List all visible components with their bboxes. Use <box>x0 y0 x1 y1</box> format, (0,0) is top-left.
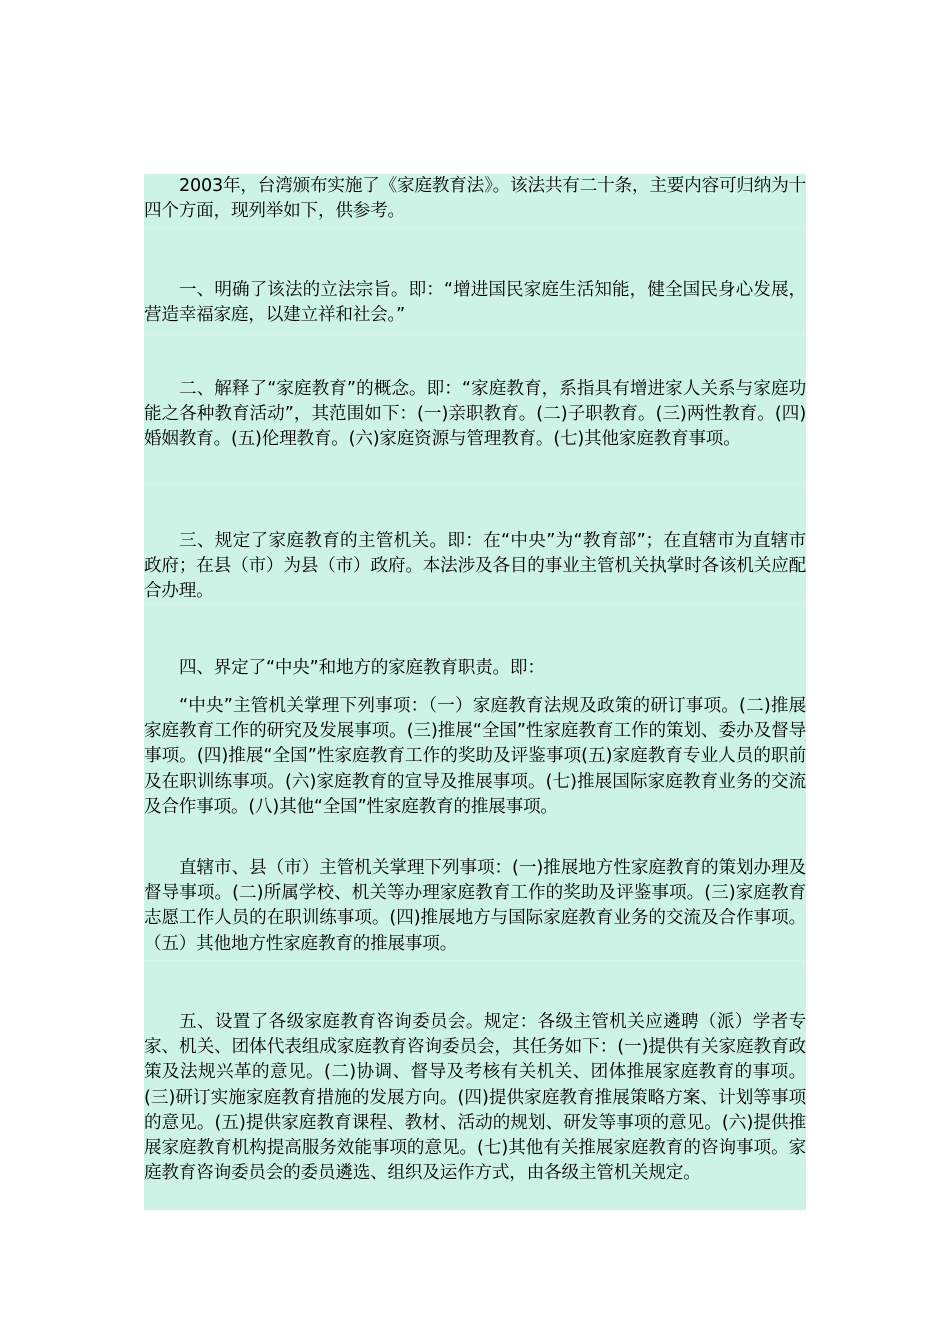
paragraph-intro: 2003年，台湾颁布实施了《家庭教育法》。该法共有二十条，主要内容可归纳为十四个方面，现列举如下，供参考。 <box>144 176 806 222</box>
paragraph-local-duties: 直辖市、县（市）主管机关掌理下列事项：(一)推展地方性家庭教育的策划办理及督导事项。(二)所属学校、机关等办理家庭教育工作的奖助及评鉴事项。(三)家庭教育志愿工作人员的在职训练事项。(四)推展地方与国际家庭教育业务的交流及合作事项。（五）其他地方性家庭教育的推展事项。 <box>144 858 806 954</box>
paragraph-section-3: 三、规定了家庭教育的主管机关。即：在“中央”为“教育部”；在直辖市为直辖市政府；在县（市）为县（市）政府。本法涉及各目的事业主管机关执掌时各该机关应配合办理。 <box>144 531 806 602</box>
paragraph-section-5: 五、设置了各级家庭教育咨询委员会。规定：各级主管机关应遴聘（派）学者专家、机关、团体代表组成家庭教育咨询委员会，其任务如下：(一)提供有关家庭教育政策及法规兴革的意见。(二)协调、督导及考核有关机关、团体推展家庭教育的事项。(三)研订实施家庭教育措施的发展方向。(四)提供家庭教育推展策略方案、计划等事项的意见。(五)提供家庭教育课程、教材、活动的规划、研发等事项的意见。(六)提供推展家庭教育机构提高服务效能事项的意见。(七)其他有关推展家庭教育的咨询事项。家庭教育咨询委员会的委员遴选、组织及运作方式，由各级主管机关规定。 <box>144 1012 806 1184</box>
highlighted-text-block <box>144 174 806 1210</box>
divider <box>144 228 806 229</box>
paragraph-central-duties: “中央”主管机关掌理下列事项：（一）家庭教育法规及政策的研订事项。(二)推展家庭教育工作的研究及发展事项。(三)推展“全国”性家庭教育工作的策划、委办及督导事项。(四)推展“全国”性家庭教育工作的奖助及评鉴事项(五)家庭教育专业人员的职前及在职训练事项。(六)家庭教育的宣导及推展事项。(七)推展国际家庭教育业务的交流及合作事项。(八)其他“全国”性家庭教育的推展事项。 <box>144 696 806 817</box>
paragraph-section-4: 四、界定了“中央”和地方的家庭教育职责。即： <box>179 658 545 678</box>
divider <box>144 334 806 335</box>
paragraph-section-2: 二、解释了“家庭教育”的概念。即：“家庭教育，系指具有增进家人关系与家庭功能之各种教育活动”，其范围如下：(一)亲职教育。(二)子职教育。(三)两性教育。(四)婚姻教育。(五)伦理教育。(六)家庭资源与管理教育。(七)其他家庭教育事项。 <box>144 379 806 450</box>
divider <box>144 604 806 605</box>
divider <box>144 960 806 961</box>
paragraph-section-1: 一、明确了该法的立法宗旨。即：“增进国民家庭生活知能，健全国民身心发展，营造幸福家庭，以建立祥和社会。” <box>144 280 806 326</box>
divider <box>144 484 806 485</box>
